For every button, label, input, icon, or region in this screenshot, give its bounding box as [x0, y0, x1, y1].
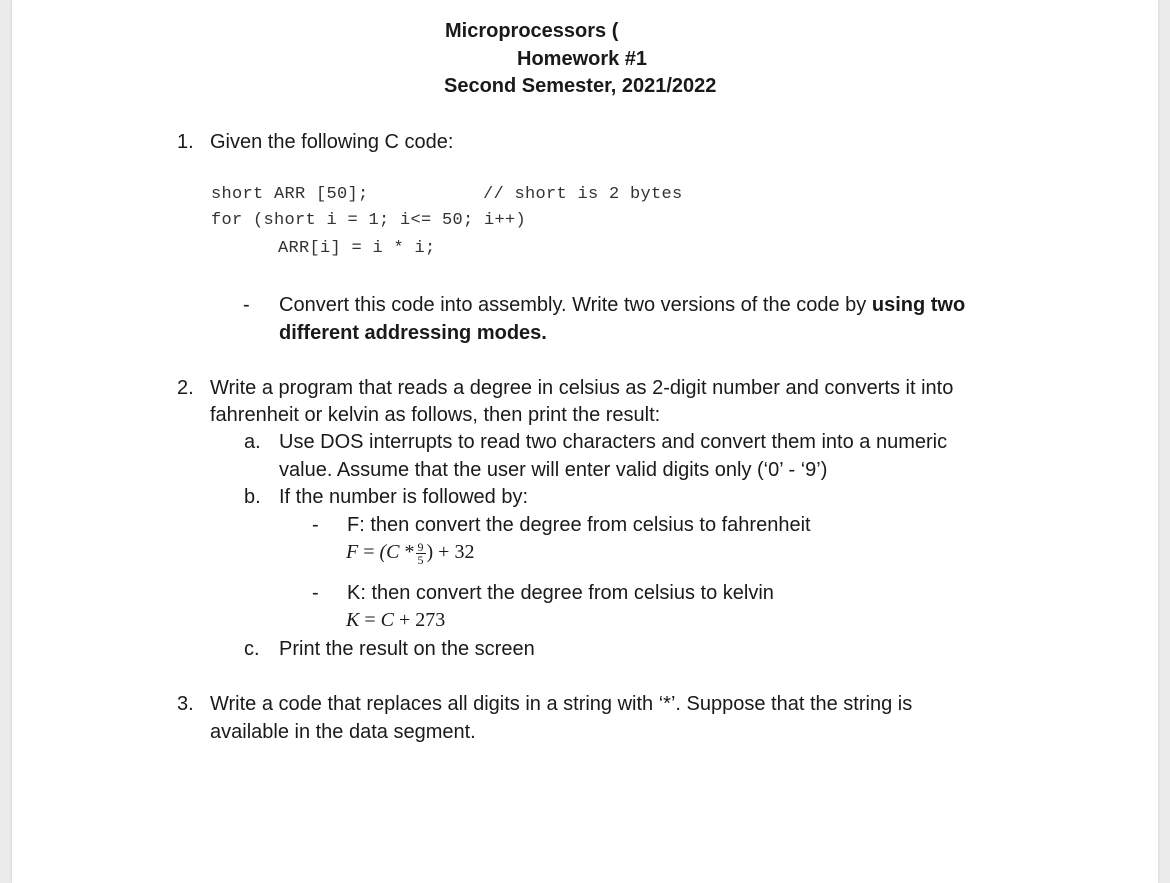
- q2-f-bullet: -: [312, 514, 319, 536]
- code-line-2: for (short i = 1; i<= 50; i++): [211, 211, 527, 230]
- formula-k-const: 273: [415, 609, 446, 631]
- q1-task-plain: Convert this code into assembly. Write two versions of the code by: [279, 294, 872, 316]
- course-title: Microprocessors (: [445, 20, 619, 42]
- q1-task-bold-2: different addressing modes.: [279, 322, 547, 344]
- q2-k-text: K: then convert the degree from celsius to kelvin: [347, 582, 774, 604]
- q2-line-1: Write a program that reads a degree in celsius as 2-digit number and converts it into: [210, 377, 954, 399]
- fraction-denominator: 5: [417, 553, 424, 567]
- document-page: [12, 0, 1158, 883]
- fraction-numerator: 9: [417, 540, 424, 554]
- q2-c-text: Print the result on the screen: [279, 638, 535, 660]
- q2-a-label: a.: [244, 431, 261, 453]
- formula-f-lhs: F: [346, 541, 359, 564]
- formula-f-plus: +: [438, 541, 450, 564]
- q2-a-line-1: Use DOS interrupts to read two characters and convert them into a numeric: [279, 431, 948, 453]
- formula-f-const: 32: [454, 541, 475, 564]
- q1-text: Given the following C code:: [210, 131, 454, 153]
- q2-line-2: fahrenheit or kelvin as follows, then print the result:: [210, 404, 661, 426]
- fraction-nine-fifths: [416, 541, 426, 566]
- code-comment-1: // short is 2 bytes: [483, 185, 683, 204]
- formula-k-lhs: K: [346, 609, 360, 631]
- q2-number: 2.: [177, 377, 194, 399]
- q1-bullet: -: [243, 294, 250, 316]
- q2-c-label: c.: [244, 638, 260, 660]
- q2-a-line-2: value. Assume that the user will enter valid digits only (‘0’ - ‘9’): [279, 459, 828, 481]
- formula-k-eq: =: [364, 609, 376, 631]
- q3-line-2: available in the data segment.: [210, 721, 476, 743]
- q1-task-line-1: [279, 294, 965, 317]
- q2-b-label: b.: [244, 486, 261, 508]
- kelvin-formula: [346, 609, 445, 632]
- q2-k-bullet: -: [312, 582, 319, 604]
- q3-line-1: Write a code that replaces all digits in a string with ‘*’. Suppose that the string is: [210, 693, 913, 715]
- homework-title: Homework #1: [517, 48, 648, 70]
- formula-k-var: C: [380, 609, 394, 631]
- formula-k-plus: +: [398, 609, 411, 631]
- q1-number: 1.: [177, 131, 194, 153]
- q2-f-text: F: then convert the degree from celsius to fahrenheit: [347, 514, 811, 536]
- formula-f-eq: =: [363, 541, 375, 564]
- formula-f-op: *: [404, 541, 415, 564]
- q2-b-text: If the number is followed by:: [279, 486, 529, 508]
- q3-number: 3.: [177, 693, 194, 715]
- formula-f-open: (C: [379, 541, 400, 564]
- q1-task-bold-1: using two: [871, 294, 966, 316]
- formula-f-close: ): [426, 541, 434, 564]
- code-line-3: ARR[i] = i * i;: [278, 239, 436, 258]
- semester-title: Second Semester, 2021/2022: [444, 75, 717, 97]
- code-line-1: short ARR [50];: [211, 185, 369, 204]
- fahrenheit-formula: [346, 541, 474, 566]
